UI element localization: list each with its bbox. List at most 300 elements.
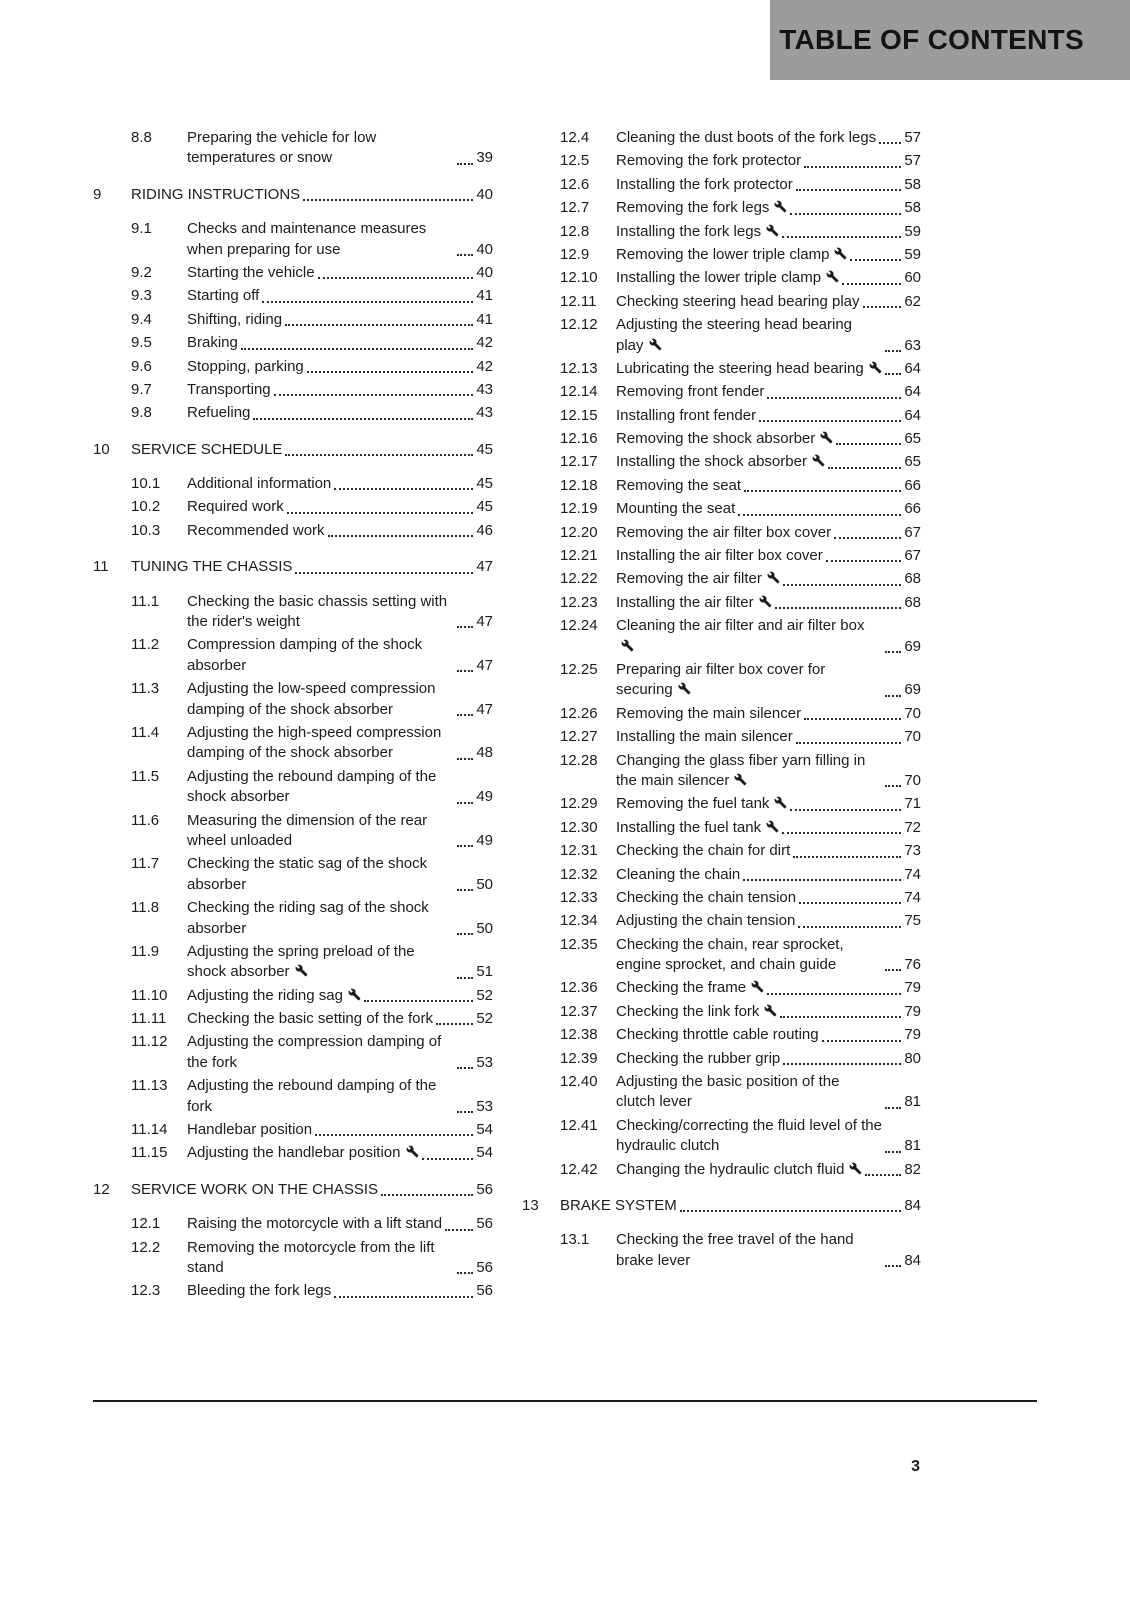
entry-body: [187, 854, 493, 895]
entry-page: 70: [904, 771, 921, 789]
entry-number: 12.38: [560, 1026, 598, 1044]
entry-title: [616, 222, 779, 242]
entry-page: 74: [904, 888, 921, 906]
entry-number: 12.26: [560, 704, 598, 722]
entry-body: [187, 635, 493, 676]
entry-title-text: Installing the fork protector: [616, 175, 793, 193]
entry-number: 10.1: [131, 475, 161, 493]
dot-leader: [767, 397, 901, 399]
toc-entry: [522, 1002, 921, 1022]
entry-page: 45: [476, 475, 493, 493]
entry-title: [616, 268, 839, 288]
entry-page: 74: [904, 865, 921, 883]
dot-leader: [828, 467, 901, 469]
entry-page: 69: [904, 637, 921, 655]
entry-body: [616, 1230, 921, 1271]
dot-leader: [303, 199, 473, 201]
dot-leader: [790, 809, 901, 811]
dot-leader: [285, 324, 473, 326]
entry-number: 12.22: [560, 570, 598, 588]
entry-body: [187, 811, 493, 852]
toc-entry: [93, 263, 493, 283]
entry-page: 70: [904, 704, 921, 722]
entry-title: [131, 185, 300, 205]
entry-number: 12.14: [560, 383, 598, 401]
entry-page: 58: [904, 175, 921, 193]
entry-number: 12.36: [560, 979, 598, 997]
entry-body: [616, 128, 921, 148]
entry-page: 47: [476, 613, 493, 631]
entry-body: [187, 1238, 493, 1279]
toc-entry: [522, 727, 921, 747]
entry-body: [187, 128, 493, 169]
entry-title: [187, 1076, 454, 1117]
entry-title-text: Checking the free travel of the hand brake lever: [616, 1231, 854, 1269]
entry-number: 12.17: [560, 453, 598, 471]
toc-entry: [522, 476, 921, 496]
toc-entry: [93, 286, 493, 306]
entry-title: [616, 452, 825, 472]
dot-leader: [436, 1023, 473, 1025]
entry-title-text: Preparing the vehicle for low temperatures or snow: [187, 129, 377, 167]
entry-page: 40: [476, 185, 493, 203]
entry-title: [616, 794, 787, 814]
dot-leader: [782, 832, 901, 834]
entry-title-text: Installing front fender: [616, 406, 757, 424]
toc-entry: [522, 175, 921, 195]
dot-leader: [364, 1000, 473, 1002]
toc-entry: [93, 219, 493, 260]
entry-body: [616, 1025, 921, 1045]
entry-number: 10: [93, 440, 110, 458]
toc-entry: [93, 1180, 493, 1200]
entry-title-text: Shifting, riding: [187, 310, 283, 328]
entry-title: [616, 865, 740, 885]
entry-title-text: Measuring the dimension of the rear wheel unloaded: [187, 811, 428, 849]
entry-title: [131, 1180, 378, 1200]
entry-body: [616, 794, 921, 814]
entry-title-text: Lubricating the steering head bearing: [616, 359, 864, 377]
dot-leader: [381, 1194, 473, 1196]
dot-leader: [295, 572, 473, 574]
entry-number: 12.39: [560, 1049, 598, 1067]
entry-number: 12.27: [560, 728, 598, 746]
entry-number: 12.16: [560, 430, 598, 448]
toc-entry: [93, 723, 493, 764]
entry-page: 63: [904, 336, 921, 354]
entry-body: [616, 1160, 921, 1180]
wrench-icon: [751, 980, 764, 993]
entry-number: 11.6: [131, 811, 160, 829]
entry-number: 11.11: [131, 1010, 167, 1028]
entry-number: 12.28: [560, 751, 598, 769]
entry-body: [187, 1009, 493, 1029]
entry-title: [616, 935, 882, 976]
toc-entry: [522, 1196, 921, 1216]
entry-title: [616, 1072, 882, 1113]
entry-title: [616, 1160, 862, 1180]
entry-page: 53: [476, 1053, 493, 1071]
entry-number: 12.12: [560, 316, 598, 334]
entry-page: 70: [904, 728, 921, 746]
entry-body: [187, 521, 493, 541]
entry-page: 42: [476, 357, 493, 375]
toc-entry: [522, 751, 921, 792]
dot-leader: [422, 1158, 474, 1160]
dot-leader: [783, 1063, 901, 1065]
entry-title-text: Removing the air filter: [616, 570, 762, 588]
dot-leader: [285, 454, 473, 456]
dot-leader: [804, 166, 901, 168]
entry-title-text: Cleaning the air filter and air filter box: [616, 617, 865, 635]
entry-body: [131, 185, 493, 205]
entry-body: [616, 198, 921, 218]
entry-body: [616, 292, 921, 312]
entry-title: [187, 310, 282, 330]
toc-entry: [522, 222, 921, 242]
entry-title-text: Removing the main silencer: [616, 704, 802, 722]
entry-number: 9.2: [131, 263, 152, 281]
entry-number: 12.31: [560, 842, 598, 860]
dot-leader: [328, 535, 474, 537]
entry-title-text: Raising the motorcycle with a lift stand: [187, 1215, 443, 1233]
wrench-icon: [812, 454, 825, 467]
toc-entry: [522, 151, 921, 171]
toc-entry: [522, 978, 921, 998]
toc-entry: [522, 818, 921, 838]
entry-title-text: Removing the shock absorber: [616, 430, 816, 448]
entry-number: 12.15: [560, 406, 598, 424]
entry-title: [616, 704, 801, 724]
dot-leader: [457, 977, 473, 979]
entry-page: 54: [476, 1144, 493, 1162]
entry-number: 10.2: [131, 498, 161, 516]
toc-entry: [522, 406, 921, 426]
dot-leader: [885, 1107, 901, 1109]
footer-rule: [93, 1400, 1037, 1402]
entry-title-text: Installing the fork legs: [616, 222, 762, 240]
entry-title: [187, 1120, 312, 1140]
dot-leader: [457, 714, 473, 716]
entry-body: [187, 898, 493, 939]
dot-leader: [885, 651, 901, 653]
entry-page: 56: [476, 1215, 493, 1233]
entry-title: [616, 1002, 777, 1022]
toc-entry: [93, 942, 493, 983]
entry-title: [187, 723, 454, 764]
entry-number: 12.6: [560, 175, 590, 193]
entry-page: 82: [904, 1160, 921, 1178]
toc-entry: [522, 429, 921, 449]
entry-body: [616, 222, 921, 242]
entry-title: [616, 616, 882, 657]
dot-leader: [241, 348, 473, 350]
toc-entry: [93, 811, 493, 852]
entry-title: [616, 818, 779, 838]
entry-number: 12.33: [560, 888, 598, 906]
entry-page: 50: [476, 875, 493, 893]
dot-leader: [457, 845, 473, 847]
entry-body: [616, 865, 921, 885]
dot-leader: [885, 373, 902, 375]
toc-entry: [93, 310, 493, 330]
toc-entry: [93, 440, 493, 460]
wrench-icon: [820, 431, 833, 444]
entry-title-text: Required work: [187, 498, 284, 516]
toc-entry: [522, 1025, 921, 1045]
dot-leader: [885, 1265, 901, 1267]
entry-page: 72: [904, 818, 921, 836]
dot-leader: [318, 277, 474, 279]
entry-body: [616, 151, 921, 171]
entry-title-text: Removing front fender: [616, 383, 765, 401]
wrench-icon: [869, 361, 882, 374]
entry-body: [187, 679, 493, 720]
entry-body: [616, 523, 921, 543]
toc-entry: [522, 1160, 921, 1180]
entry-body: [616, 315, 921, 356]
entry-page: 56: [476, 1258, 493, 1276]
toc-entry: [522, 1049, 921, 1069]
entry-page: 40: [476, 263, 493, 281]
entry-page: 65: [904, 430, 921, 448]
wrench-icon: [849, 1162, 862, 1175]
wrench-icon: [348, 988, 361, 1001]
entry-body: [131, 440, 493, 460]
entry-page: 65: [904, 453, 921, 471]
entry-number: 11.3: [131, 680, 160, 698]
toc-entry: [522, 1116, 921, 1157]
entry-body: [616, 818, 921, 838]
entry-body: [187, 986, 493, 1006]
entry-title-text: Checking the static sag of the shock absorber: [187, 855, 428, 893]
entry-title: [616, 245, 847, 265]
entry-page: 52: [476, 1010, 493, 1028]
entry-title-text: Additional information: [187, 475, 332, 493]
entry-number: 13: [522, 1196, 539, 1214]
entry-title: [187, 898, 454, 939]
dot-leader: [334, 1296, 473, 1298]
entry-body: [616, 268, 921, 288]
entry-page: 67: [904, 547, 921, 565]
entry-page: 46: [476, 521, 493, 539]
dot-leader: [885, 350, 901, 352]
entry-title: [616, 429, 833, 449]
entry-title-text: Checks and maintenance measures when preparing for use: [187, 220, 427, 258]
entry-number: 12.29: [560, 795, 598, 813]
entry-title-text: SERVICE SCHEDULE: [131, 440, 283, 458]
entry-body: [187, 219, 493, 260]
entry-body: [187, 1214, 493, 1234]
entry-title: [187, 1281, 331, 1301]
wrench-icon: [826, 270, 839, 283]
dot-leader: [738, 514, 901, 516]
entry-page: 64: [904, 383, 921, 401]
dot-leader: [885, 695, 901, 697]
entry-body: [187, 1281, 493, 1301]
entry-number: 12.32: [560, 865, 598, 883]
entry-number: 12.41: [560, 1116, 598, 1134]
entry-body: [616, 499, 921, 519]
entry-title-text: Installing the air filter: [616, 593, 754, 611]
entry-page: 79: [904, 1002, 921, 1020]
entry-title: [616, 315, 882, 356]
entry-title: [187, 592, 454, 633]
toc-entry: [93, 986, 493, 1006]
entry-title: [616, 359, 882, 379]
entry-title: [616, 593, 772, 613]
entry-title: [616, 476, 741, 496]
entry-number: 12.18: [560, 476, 598, 494]
entry-title-text: Removing the air filter box cover: [616, 523, 832, 541]
entry-number: 9.3: [131, 287, 152, 305]
entry-page: 45: [476, 498, 493, 516]
dot-leader: [842, 283, 901, 285]
toc-entry: [93, 185, 493, 205]
entry-page: 75: [904, 912, 921, 930]
entry-title-text: Installing the main silencer: [616, 728, 793, 746]
entry-title: [616, 751, 882, 792]
entry-number: 12: [93, 1180, 110, 1198]
entry-title: [616, 151, 801, 171]
entry-page: 47: [476, 558, 493, 576]
entry-page: 47: [476, 656, 493, 674]
dot-leader: [457, 933, 473, 935]
entry-title-text: Refueling: [187, 404, 251, 422]
dot-leader: [457, 889, 473, 891]
entry-page: 64: [904, 359, 921, 377]
entry-page: 68: [904, 593, 921, 611]
page-title: TABLE OF CONTENTS: [779, 24, 1084, 55]
dot-leader: [885, 969, 901, 971]
entry-title: [616, 175, 793, 195]
entry-body: [616, 841, 921, 861]
toc-entry: [93, 1238, 493, 1279]
entry-title-text: BRAKE SYSTEM: [560, 1196, 677, 1214]
entry-number: 12.34: [560, 912, 598, 930]
entry-title: [616, 128, 876, 148]
entry-title: [187, 635, 454, 676]
entry-title-text: Adjusting the compression damping of the fork: [187, 1033, 442, 1071]
entry-title: [560, 1196, 677, 1216]
toc-entry: [93, 1076, 493, 1117]
entry-page: 71: [904, 795, 921, 813]
entry-body: [560, 1196, 921, 1216]
toc-entry: [93, 898, 493, 939]
entry-body: [187, 310, 493, 330]
dot-leader: [822, 1040, 902, 1042]
entry-title-text: Adjusting the chain tension: [616, 912, 796, 930]
entry-number: 12.35: [560, 935, 598, 953]
dot-leader: [850, 259, 901, 261]
entry-number: 9.6: [131, 357, 152, 375]
entry-page: 68: [904, 570, 921, 588]
toc-entry: [522, 128, 921, 148]
entry-title-text: Removing the fuel tank: [616, 795, 770, 813]
entry-title-text: Installing the lower triple clamp: [616, 269, 822, 287]
entry-body: [616, 727, 921, 747]
entry-title: [616, 569, 780, 589]
toc-entry: [522, 245, 921, 265]
dot-leader: [445, 1229, 473, 1231]
toc-entry: [93, 767, 493, 808]
entry-number: 12.8: [560, 222, 590, 240]
entry-body: [616, 660, 921, 701]
dot-leader: [759, 420, 901, 422]
entry-body: [616, 1002, 921, 1022]
entry-page: 66: [904, 500, 921, 518]
entry-title: [616, 546, 823, 566]
entry-title: [616, 406, 756, 426]
entry-body: [187, 497, 493, 517]
entry-title-text: Adjusting the rebound damping of the fork: [187, 1077, 437, 1115]
wrench-icon: [734, 773, 747, 786]
dot-leader: [457, 626, 473, 628]
entry-body: [616, 406, 921, 426]
entry-number: 12.4: [560, 129, 590, 146]
toc-entry: [522, 569, 921, 589]
entry-number: 12.42: [560, 1160, 598, 1178]
entry-body: [616, 1049, 921, 1069]
entry-title: [616, 198, 787, 218]
entry-number: 11.5: [131, 767, 160, 785]
entry-page: 41: [476, 287, 493, 305]
entry-title: [187, 403, 250, 423]
toc-entry: [522, 865, 921, 885]
entry-title-text: Adjusting the low-speed compression damping of the shock absorber: [187, 680, 436, 718]
entry-title-text: Removing the motorcycle from the lift stand: [187, 1238, 435, 1276]
entry-title-text: Checking the rubber grip: [616, 1049, 781, 1067]
entry-title: [187, 263, 315, 283]
entry-title-text: Checking the basic chassis setting with the rider's weight: [187, 592, 448, 631]
entry-number: 12.7: [560, 199, 590, 217]
entry-page: 58: [904, 199, 921, 217]
entry-title-text: Checking the frame: [616, 979, 747, 997]
toc-entry: [93, 521, 493, 541]
entry-title-text: Checking the chain for dirt: [616, 842, 791, 860]
dot-leader: [457, 758, 473, 760]
toc-entry: [93, 1214, 493, 1234]
entry-title-text: Adjusting the spring preload of the shock absorber: [187, 942, 415, 981]
page-number: 3: [911, 1458, 920, 1475]
entry-page: 79: [904, 1026, 921, 1044]
toc-entry: [522, 292, 921, 312]
entry-body: [616, 175, 921, 195]
entry-page: 39: [476, 149, 493, 167]
entry-title: [187, 767, 454, 808]
entry-body: [187, 1032, 493, 1073]
wrench-icon: [406, 1145, 419, 1158]
toc-entry: [93, 1120, 493, 1140]
entry-number: 9.7: [131, 380, 152, 398]
entry-body: [131, 1180, 493, 1200]
entry-body: [616, 751, 921, 792]
entry-title-text: Installing the shock absorber: [616, 453, 807, 471]
dot-leader: [307, 371, 474, 373]
toc-entry: [93, 1009, 493, 1029]
entry-body: [187, 942, 493, 983]
wrench-icon: [649, 338, 662, 351]
entry-body: [187, 403, 493, 423]
entry-title: [616, 499, 735, 519]
toc-entry: [93, 333, 493, 353]
entry-page: 59: [904, 245, 921, 263]
wrench-icon: [766, 820, 779, 833]
entry-body: [616, 429, 921, 449]
entry-title: [187, 474, 331, 494]
entry-page: 50: [476, 919, 493, 937]
entry-number: 12.21: [560, 547, 598, 565]
